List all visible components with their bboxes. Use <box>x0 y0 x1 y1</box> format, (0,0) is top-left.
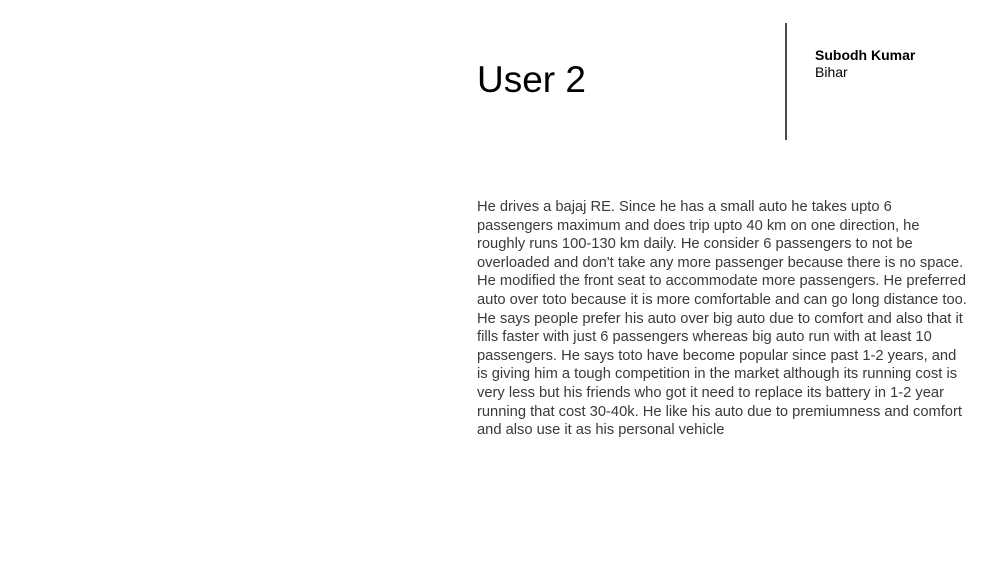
user-location: Bihar <box>815 64 848 80</box>
user-name: Subodh Kumar <box>815 47 916 63</box>
paragraph-vehicle-usage: He drives a bajaj RE. Since he has a small auto he takes upto 6 passengers maximum and does trip upto 40 km on one direction, he roughly runs 100-130 km daily. He consider 6 passengers to not be overloaded and don't take any more passenger because there is no space. He modified the front seat to accommodate more passengers. He preferred auto over toto because it is more comfortable and can go long distance too. <box>477 199 967 308</box>
user-meta <box>815 47 990 81</box>
interview-notes <box>477 198 967 440</box>
page-title: User 2 <box>477 59 586 100</box>
vertical-divider <box>785 23 787 140</box>
paragraph-market-opinion: He says people prefer his auto over big auto due to comfort and also that it fills faster with just 6 passengers whereas big auto run with at least 10 passengers. He says toto have become popular since past 1-2 years, and is giving him a tough competition in the market although its running cost is very less but his friends who got it need to replace its battery in 1-2 year running that cost 30-40k. He like his auto due to premiumness and comfort and also use it as his personal vehicle <box>477 310 963 439</box>
